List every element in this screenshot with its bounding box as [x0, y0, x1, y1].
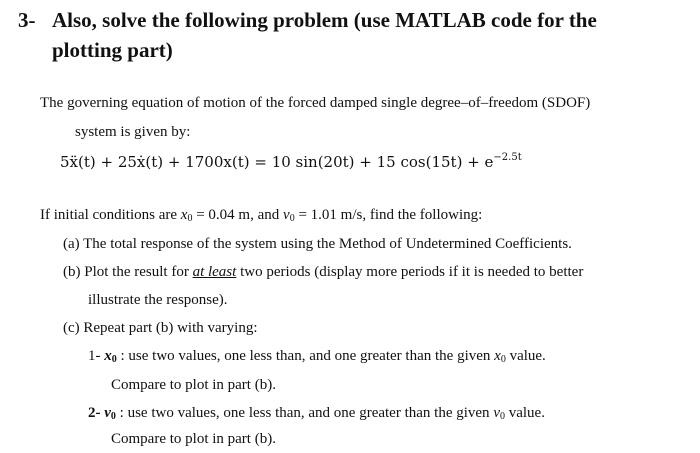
subpart-1-symbol: x	[104, 348, 112, 364]
part-b-suffix: two periods (display more periods if it is needed to better	[236, 264, 584, 280]
equation-lhs: 5ẍ(t) + 25ẋ(t) + 1700x(t) = 10 sin(20t) + 15 cos(15t) + e	[60, 153, 494, 171]
initial-conditions	[40, 207, 482, 224]
subpart-2	[88, 405, 545, 422]
problem-number: 3-	[18, 8, 36, 32]
subpart-2-symbol: v	[104, 405, 111, 421]
part-b-prefix: (b) Plot the result for	[63, 264, 193, 280]
subpart-2-compare: Compare to plot in part (b).	[111, 431, 276, 447]
equation-exponent: −2.5t	[493, 152, 522, 163]
subpart-2-number: 2-	[88, 405, 101, 421]
part-a: (a) The total response of the system using the Method of Undetermined Coefficients.	[63, 236, 572, 252]
x0-value: = 0.04 m, and	[192, 207, 284, 223]
x0-subscript: 0	[187, 213, 193, 224]
intro-line1: The governing equation of motion of the forced damped single degree–of–freedom (SDOF)	[40, 95, 591, 111]
part-c: (c) Repeat part (b) with varying:	[63, 320, 258, 336]
conditions-prefix: If initial conditions are	[40, 207, 181, 223]
subpart-1-end: value.	[505, 348, 546, 364]
subpart-1-symbol2: x	[494, 348, 501, 364]
part-b	[63, 264, 583, 281]
subpart-1-number: 1-	[88, 348, 101, 364]
subpart-2-end: value.	[504, 405, 545, 421]
part-b-line2: illustrate the response).	[88, 292, 228, 308]
subpart-1-compare: Compare to plot in part (b).	[111, 377, 276, 393]
v0-subscript: 0	[289, 213, 295, 224]
subpart-1	[88, 348, 546, 365]
part-b-emphasis: at least	[192, 264, 237, 280]
problem-title-line2: plotting part)	[52, 38, 173, 62]
v0-symbol: v	[283, 207, 290, 223]
equation-of-motion	[60, 152, 522, 171]
v0-value: = 1.01 m/s, find the following:	[294, 207, 483, 223]
subpart-2-subscript: 0	[110, 411, 116, 422]
subpart-2-subscript2: 0	[499, 411, 505, 422]
intro-line2: system is given by:	[75, 124, 191, 140]
x0-symbol: x	[180, 207, 188, 223]
problem-title-line1: Also, solve the following problem (use MATLAB code for the	[52, 8, 597, 32]
subpart-1-text: : use two values, one less than, and one greater than the given	[116, 348, 495, 364]
subpart-2-symbol2: v	[493, 405, 500, 421]
subpart-2-text: : use two values, one less than, and one greater than the given	[115, 405, 494, 421]
subpart-1-subscript2: 0	[500, 354, 506, 365]
subpart-1-subscript: 0	[111, 354, 117, 365]
